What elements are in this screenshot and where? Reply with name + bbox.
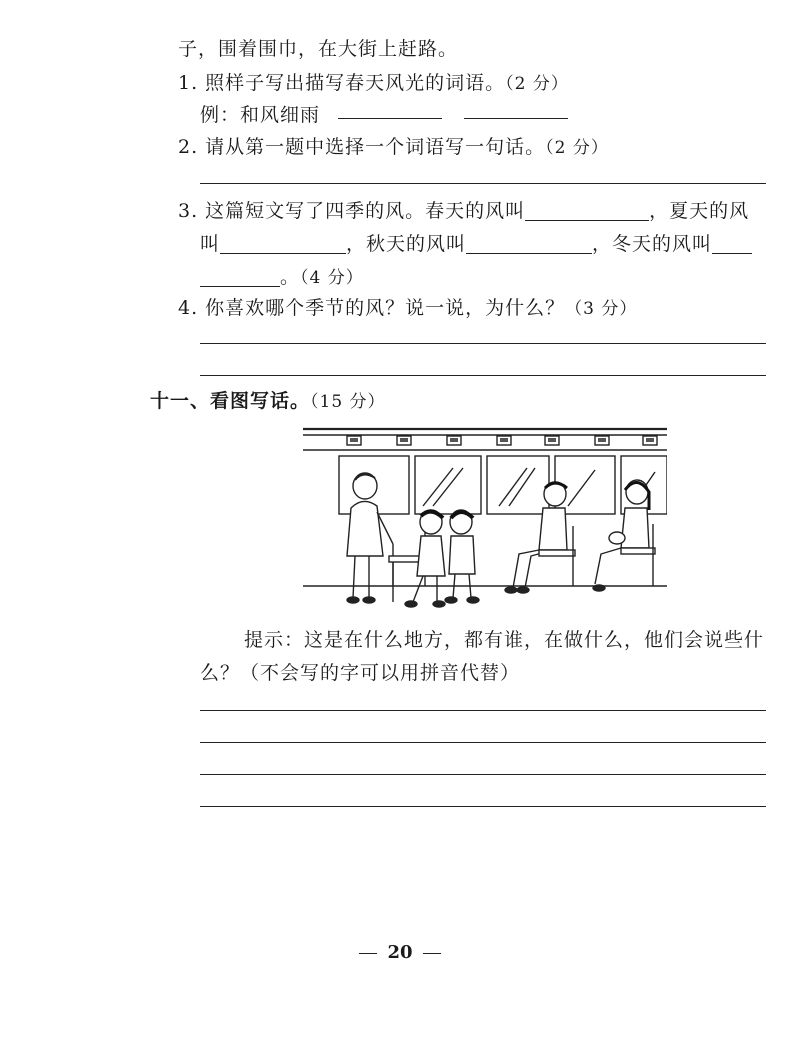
bus-scene-illustration (303, 426, 667, 610)
page-number-dash-right (423, 953, 441, 954)
section-11-hint-line-1: 提示：这是在什么地方，都有谁，在做什么，他们会说些什 (244, 629, 765, 651)
q3-period: 。 (280, 266, 301, 288)
question-1-points: （2 分） (505, 74, 569, 94)
elderly-woman-figure (347, 473, 393, 603)
bus-windows (339, 456, 667, 514)
question-2-text: 2. 请从第一题中选择一个词语写一句话。 (178, 136, 546, 158)
section-11-points: （15 分） (310, 392, 386, 412)
page-number-value: 20 (387, 942, 413, 963)
q4-answer-line-1[interactable] (200, 343, 766, 344)
ceiling-lamps (347, 436, 657, 445)
question-4 (178, 293, 637, 320)
question-4-points: （3 分） (565, 299, 638, 319)
q3-blank-winter-start[interactable] (712, 235, 752, 254)
q1-answer-blank-2[interactable] (464, 118, 568, 119)
writing-line-2[interactable] (200, 742, 766, 743)
question-1-text: 1. 照样子写出描写春天风光的词语。 (178, 72, 506, 94)
question-2-points: （2 分） (545, 138, 609, 158)
writing-line-1[interactable] (200, 710, 766, 711)
question-3-line-1 (178, 196, 749, 223)
seated-woman-figure (593, 480, 655, 591)
section-11-title: 十一、看图写话。 (150, 390, 311, 412)
q4-answer-line-2[interactable] (200, 375, 766, 376)
question-3-line-3 (200, 262, 364, 289)
question-4-text: 4. 你喜欢哪个季节的风？说一说，为什么？ (178, 297, 566, 319)
q3-text-winter: ，冬天的风叫 (592, 233, 713, 255)
q3-text-summer: ，夏天的风 (649, 200, 750, 222)
q3-blank-summer[interactable] (220, 235, 346, 254)
question-3-points: （4 分） (300, 268, 364, 288)
q3-blank-winter-end[interactable] (200, 268, 280, 287)
section-11-hint-line-2: 么？（不会写的字可以用拼音代替） (200, 662, 521, 684)
q3-text-spring: 3. 这篇短文写了四季的风。春天的风叫 (178, 200, 526, 222)
section-11-heading (150, 386, 386, 413)
q1-answer-blank-1[interactable] (338, 118, 442, 119)
page-number-dash-left (359, 953, 377, 954)
q3-blank-autumn[interactable] (466, 235, 592, 254)
q3-text-call: 叫 (200, 233, 221, 255)
writing-line-4[interactable] (200, 806, 766, 807)
question-1-example: 例：和风细雨 (200, 104, 321, 126)
q3-text-autumn: ，秋天的风叫 (346, 233, 467, 255)
q3-blank-spring[interactable] (525, 202, 649, 221)
question-3-line-2 (200, 229, 752, 256)
passage-tail: 子，围着围巾，在大街上赶路。 (178, 38, 459, 60)
question-1 (178, 68, 569, 95)
page-number (0, 942, 800, 963)
writing-line-3[interactable] (200, 774, 766, 775)
q2-answer-line[interactable] (200, 183, 766, 184)
seated-man-figure (505, 482, 575, 593)
question-2 (178, 132, 609, 159)
